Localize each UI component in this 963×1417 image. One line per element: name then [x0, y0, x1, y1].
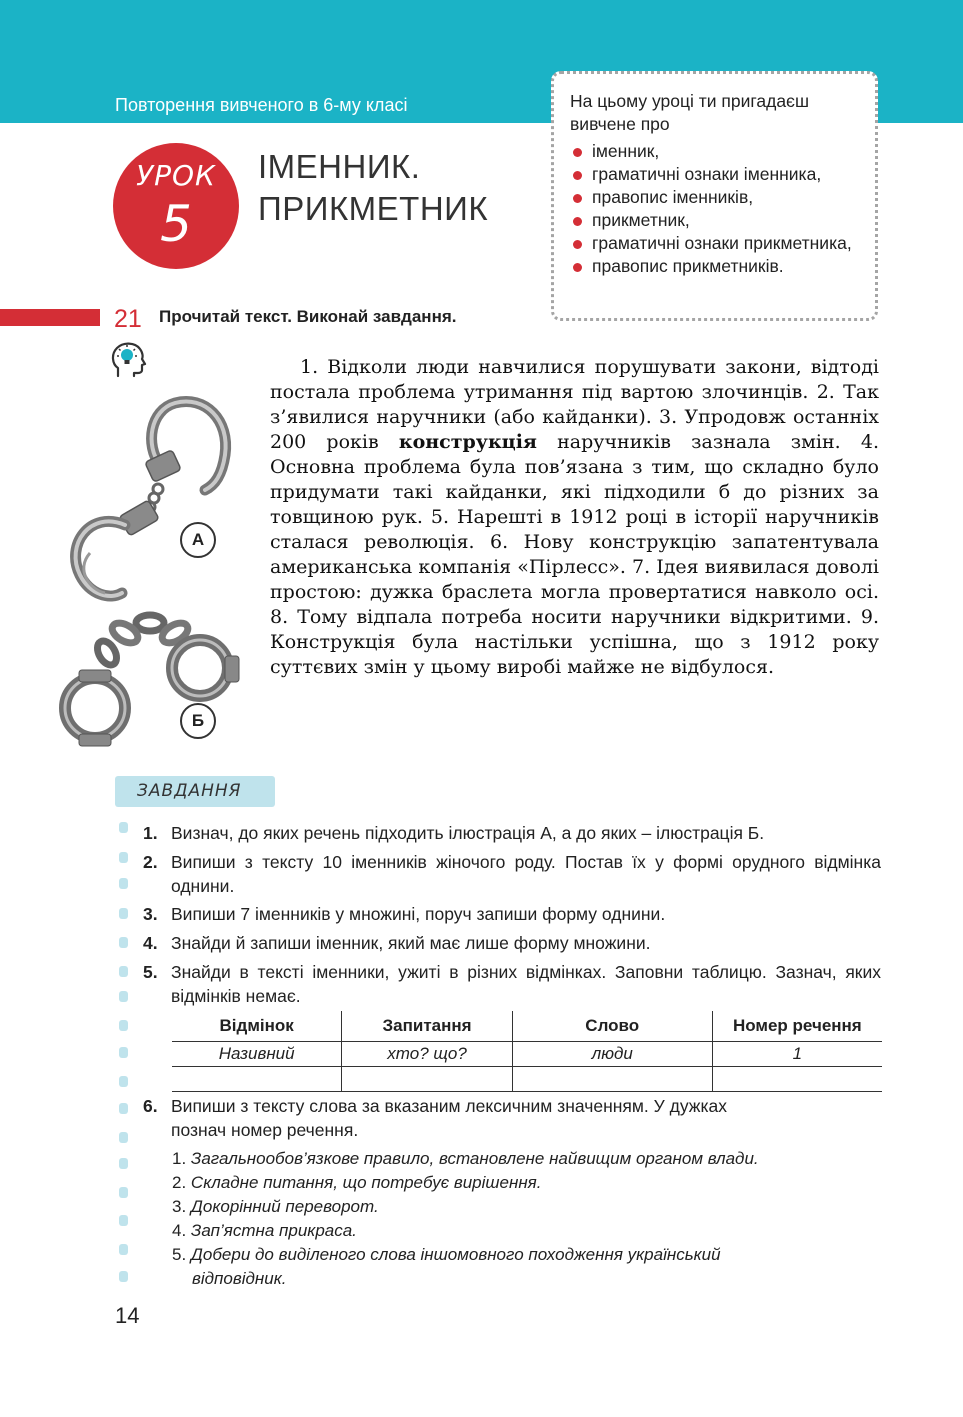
table-header: Відмінок: [172, 1011, 342, 1042]
task-number: 4.: [143, 933, 158, 953]
task-number: 6.: [143, 1096, 158, 1116]
lightbulb-head-icon: [108, 340, 148, 380]
dot: [119, 908, 128, 919]
reading-paragraph: [270, 355, 879, 680]
task-text: Випиши з тексту слова за вказаним лексичним значенням. У дужках познач номер речення.: [171, 1096, 727, 1140]
lesson-title: [258, 146, 488, 230]
lesson-title-line: ІМЕННИК.: [258, 148, 421, 185]
table-cell-empty: [512, 1067, 712, 1092]
lesson-word: УРОК: [136, 159, 216, 192]
subitem-text: Зап’ястна прикраса.: [190, 1221, 357, 1240]
image-label-b: Б: [180, 703, 216, 739]
handcuffs-image-a: [50, 385, 235, 615]
table-header-row: [172, 1011, 882, 1042]
table-cell: 1: [712, 1042, 882, 1067]
table-cell-empty: [342, 1067, 512, 1092]
task-number: 5.: [143, 962, 158, 982]
subitem: [172, 1243, 732, 1291]
subitem: [172, 1219, 872, 1243]
task-item: [143, 902, 881, 926]
dot: [119, 1132, 128, 1143]
table-cell: люди: [512, 1042, 712, 1067]
task-item: [143, 850, 881, 898]
tasks-label: ЗАВДАННЯ: [137, 781, 242, 801]
task-item: [143, 1094, 743, 1142]
task-text: Визнач, до яких речень підходить ілюстрація А, а до яких – ілюстрація Б.: [171, 823, 765, 843]
table-header: Слово: [512, 1011, 712, 1042]
lesson-title-line: ПРИКМЕТНИК: [258, 190, 489, 227]
table-cell: хто? що?: [342, 1042, 512, 1067]
table-header: Запитання: [342, 1011, 512, 1042]
section-label: Повторення вивченого в 6-му класі: [115, 95, 408, 115]
reading-text: [270, 355, 879, 680]
recall-item: правопис іменників,: [570, 186, 863, 209]
table-row: [172, 1067, 882, 1092]
dot: [119, 966, 128, 977]
task-item: [143, 960, 881, 1008]
dot: [119, 1047, 128, 1058]
recall-item: прикметник,: [570, 209, 863, 232]
dot: [119, 1215, 128, 1226]
exercise-number: 21: [114, 305, 142, 333]
task-number: 1.: [143, 823, 158, 843]
case-table: [172, 1011, 882, 1092]
task-item: [143, 931, 881, 955]
recall-item: граматичні ознаки іменника,: [570, 163, 863, 186]
dot: [119, 1076, 128, 1087]
recall-item: іменник,: [570, 140, 863, 163]
recall-intro: На цьому уроці ти пригадаєш вивчене про: [570, 91, 810, 134]
dot: [119, 1271, 128, 1282]
tasks-badge: [115, 776, 275, 807]
table-header: Номер речення: [712, 1011, 882, 1042]
task-item: [143, 821, 881, 845]
text-part: наручників зазнала змін. 4. Основна проблема була пов’язана з тим, що складно було придумати такі кайданки, які підходили б до різних за товщиною рук. 5. Нарешті в 1912 році в історії наручників сталася революція. 6. Нову конструкцію запатентувала американська компанія «Пірлесс». 7. Ідея виявилася доволі простою: дужка браслета могла провертатися навколо осі. 8. Тому відпала потреба носити наручники відкритими. 9. Конструкція була настільки успішна, що з 1912 року суттєвих змін у цьому виробі майже не відбулося.: [270, 431, 879, 678]
recall-box: [551, 71, 878, 321]
subitem-text: Складне питання, що потребує вирішення.: [190, 1173, 542, 1192]
subitem-text: Загальнообов’язкове правило, встановлене найвищим органом влади.: [190, 1149, 759, 1168]
subitem-number: 3.: [172, 1197, 187, 1216]
subitem: [172, 1195, 872, 1219]
lesson-badge: [113, 143, 239, 269]
text-part: 1. Відколи люди навчилися порушувати закони, відтоді постала проблема утримання під вартою злочинців. 2. Так з’явилися наручники (або кайданки). 3. Упродовж останніх 200 років: [270, 356, 879, 453]
highlighted-word: конструкція: [398, 431, 537, 453]
task-number: 2.: [143, 852, 158, 872]
task-number: 3.: [143, 904, 158, 924]
subitem: [172, 1171, 872, 1195]
dot: [119, 1244, 128, 1255]
subitem-text: Докорінний переворот.: [190, 1197, 379, 1216]
dot: [119, 1103, 128, 1114]
exercise-instruction: Прочитай текст. Виконай завдання.: [159, 307, 457, 326]
recall-item: правопис прикметників.: [570, 255, 863, 278]
subitem-number: 1.: [172, 1149, 187, 1168]
recall-item: граматичні ознаки прикметника,: [570, 232, 863, 255]
dot: [119, 878, 128, 889]
subitem-number: 2.: [172, 1173, 187, 1192]
dot: [119, 991, 128, 1002]
dot: [119, 1187, 128, 1198]
task-text: Випиши з тексту 10 іменників жіночого роду. Постав їх у формі орудного відмінка однини.: [171, 852, 881, 896]
dot: [119, 937, 128, 948]
dot: [119, 822, 128, 833]
subitem-text: Добери до виділеного слова іншомовного походження український відповідник.: [190, 1245, 721, 1288]
dot: [119, 1020, 128, 1031]
subitem-number: 5.: [172, 1245, 187, 1264]
table-cell-empty: [172, 1067, 342, 1092]
task-text: Знайди й запиши іменник, який має лише форму множини.: [171, 933, 651, 953]
page-number: 14: [115, 1303, 140, 1328]
lesson-number: 5: [160, 195, 192, 253]
table-row: [172, 1042, 882, 1067]
exercise-marker-bar: [0, 309, 100, 326]
subitem-number: 4.: [172, 1221, 187, 1240]
shackles-image-b: [55, 608, 245, 758]
subitem: [172, 1147, 872, 1171]
dot: [119, 1158, 128, 1169]
task-text: Випиши 7 іменників у множині, поруч запиши форму однини.: [171, 904, 666, 924]
dot: [119, 852, 128, 863]
image-label-a: А: [180, 522, 216, 558]
task-text: Знайди в тексті іменники, ужиті в різних відмінках. Заповни таблицю. Зазнач, яких відмінків немає.: [171, 962, 881, 1006]
table-cell: Називний: [172, 1042, 342, 1067]
table-cell-empty: [712, 1067, 882, 1092]
